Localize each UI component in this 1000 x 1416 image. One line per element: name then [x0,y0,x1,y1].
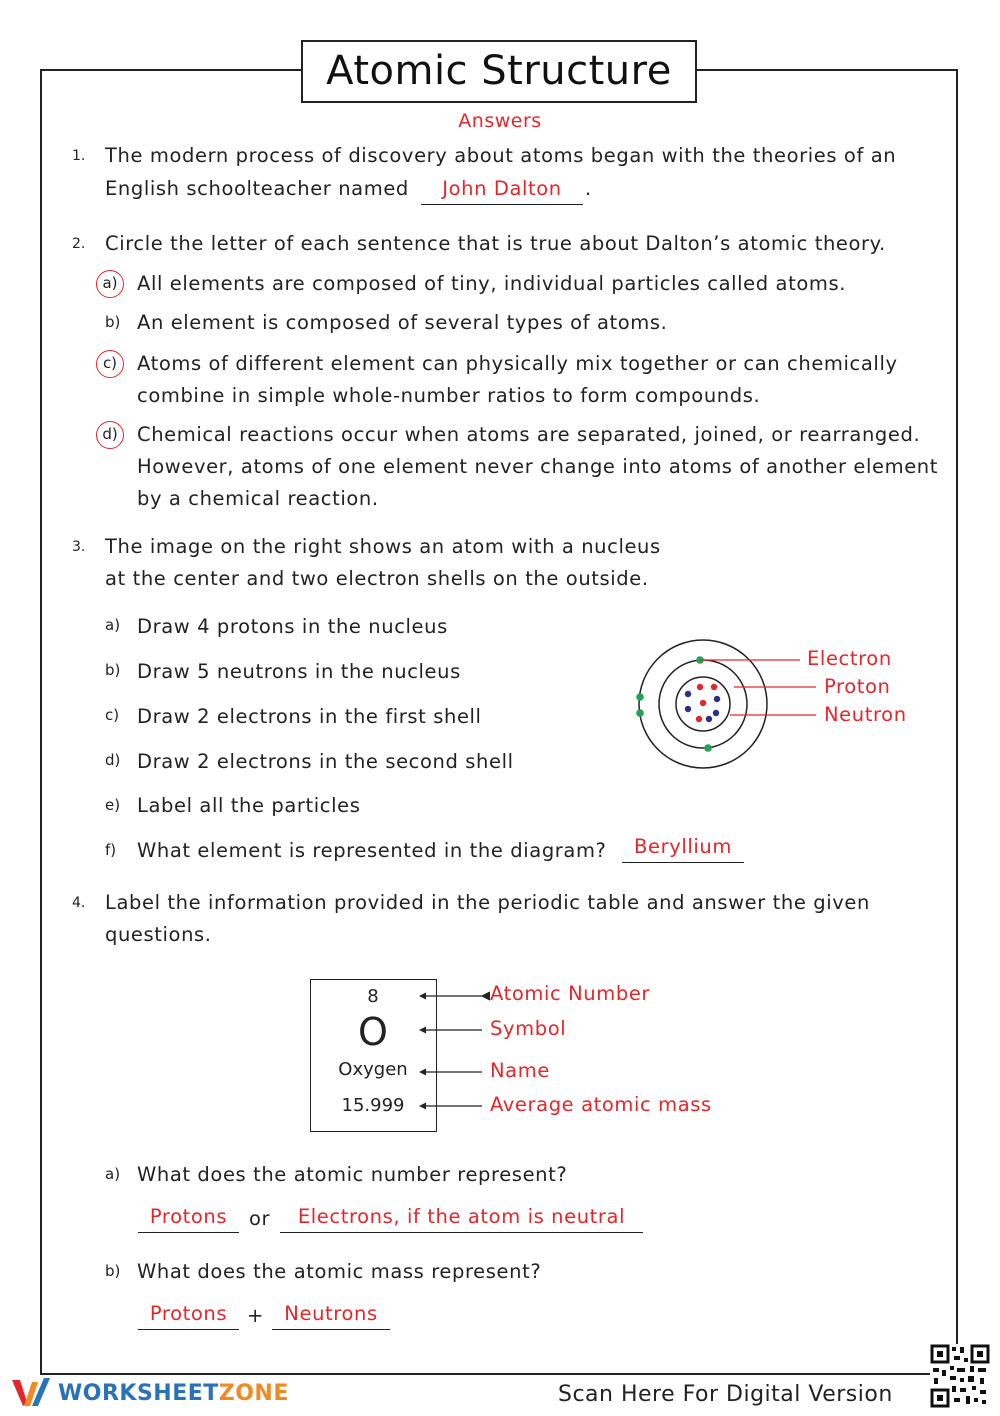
q4a-text: What does the atomic number represent? [137,1163,568,1186]
electron [636,693,644,701]
logo-mark-icon [10,1376,52,1410]
electron [704,744,712,752]
neutron [685,706,691,712]
protons [696,684,717,722]
q4a-joiner: or [249,1207,271,1230]
q3-item-c-letter: c) [105,706,120,724]
q4a-letter: a) [105,1165,121,1183]
scan-text: Scan Here For Digital Version [558,1382,893,1407]
electron [636,709,644,717]
q2-option-b-letter: b) [105,313,121,331]
q3-item-a-text: Draw 4 protons in the nucleus [137,615,448,638]
q2-option-c-line1: Atoms of different element can physically mix together or can chemically [137,352,898,375]
neutron [714,696,720,702]
q3-item-d-letter: d) [105,751,121,769]
q4b-answer-2: Neutrons [272,1299,390,1330]
element-mass: 15.999 [341,1095,405,1116]
neutron [713,710,719,716]
neutron [706,716,712,722]
neutrons [685,691,720,722]
q2-text: Circle the letter of each sentence that is true about Dalton’s atomic theory. [105,232,886,255]
element-arrows [410,985,490,1115]
q4-number: 4. [72,895,86,911]
label-name: Name [490,1059,550,1082]
q3-number: 3. [72,539,86,555]
answers-label: Answers [458,110,542,132]
q4b-letter: b) [105,1262,121,1280]
label-symbol: Symbol [490,1017,567,1040]
brand-worksheet: WORKSHEET [58,1380,219,1406]
label-neutron: Neutron [824,703,907,726]
element-name: Oxygen [338,1059,408,1080]
q3-line1: The image on the right shows an atom with a nucleus [105,535,661,558]
label-atomic-number: Atomic Number [490,982,651,1005]
q2-option-a-line1: All elements are composed of tiny, individual particles called atoms. [137,272,847,295]
q4-line2: questions. [105,923,212,946]
q2-number: 2. [72,236,86,252]
q1-end: . [585,177,592,200]
q3-item-b-letter: b) [105,661,121,679]
q3-item-b-text: Draw 5 neutrons in the nucleus [137,660,461,683]
q4b-text: What does the atomic mass represent? [137,1260,542,1283]
q2-option-d-line3: by a chemical reaction. [137,487,379,510]
q4b-joiner: + [247,1304,264,1327]
q1-answer: John Dalton [421,174,583,205]
proton [697,684,703,690]
q2-option-d-line2: However, atoms of one element never change into atoms of another element [137,455,939,478]
q3-item-a-letter: a) [105,616,121,634]
brand-logo [10,1376,289,1410]
proton [696,716,702,722]
q3-line2: at the center and two electron shells on the outside. [105,567,649,590]
q2-option-d-line1: Chemical reactions occur when atoms are separated, joined, or rearranged. [137,423,921,446]
element-number: 8 [367,986,379,1007]
q4-line1: Label the information provided in the periodic table and answer the given [105,891,870,914]
q2-option-c-line2: combine in simple whole-number ratios to form compounds. [137,384,761,407]
brand-zone: ZONE [218,1380,289,1406]
q3-answer-f: Beryllium [622,832,744,863]
q4a-answer-1: Protons [138,1202,239,1233]
element-symbol: O [358,1010,388,1054]
label-electron: Electron [807,647,892,670]
q4a-answer-2: Electrons, if the atom is neutral [280,1202,643,1233]
q3-item-f-text: What element is represented in the diagram? [137,839,607,862]
q3-item-e-letter: e) [105,796,121,814]
q2-option-a-letter: a) [96,270,124,298]
q3-item-d-text: Draw 2 electrons in the second shell [137,750,514,773]
page-title: Atomic Structure [326,48,672,94]
q3-item-e-text: Label all the particles [137,794,361,817]
q1-number: 1. [72,148,86,164]
qr-code-icon[interactable] [930,1344,990,1408]
proton [711,684,717,690]
q1-line2: English schoolteacher named [105,177,409,200]
proton [700,700,706,706]
title-box [301,40,697,103]
neutron [685,691,691,697]
label-average-mass: Average atomic mass [490,1093,712,1116]
label-proton: Proton [824,675,891,698]
q2-option-c-letter: c) [96,350,124,378]
q3-item-f-letter: f) [105,841,117,859]
q3-item-c-text: Draw 2 electrons in the first shell [137,705,482,728]
q4b-answer-1: Protons [138,1299,239,1330]
q1-line1: The modern process of discovery about atoms began with the theories of an [105,144,897,167]
q2-option-b-line1: An element is composed of several types of atoms. [137,311,668,334]
q2-option-d-letter: d) [96,421,124,449]
